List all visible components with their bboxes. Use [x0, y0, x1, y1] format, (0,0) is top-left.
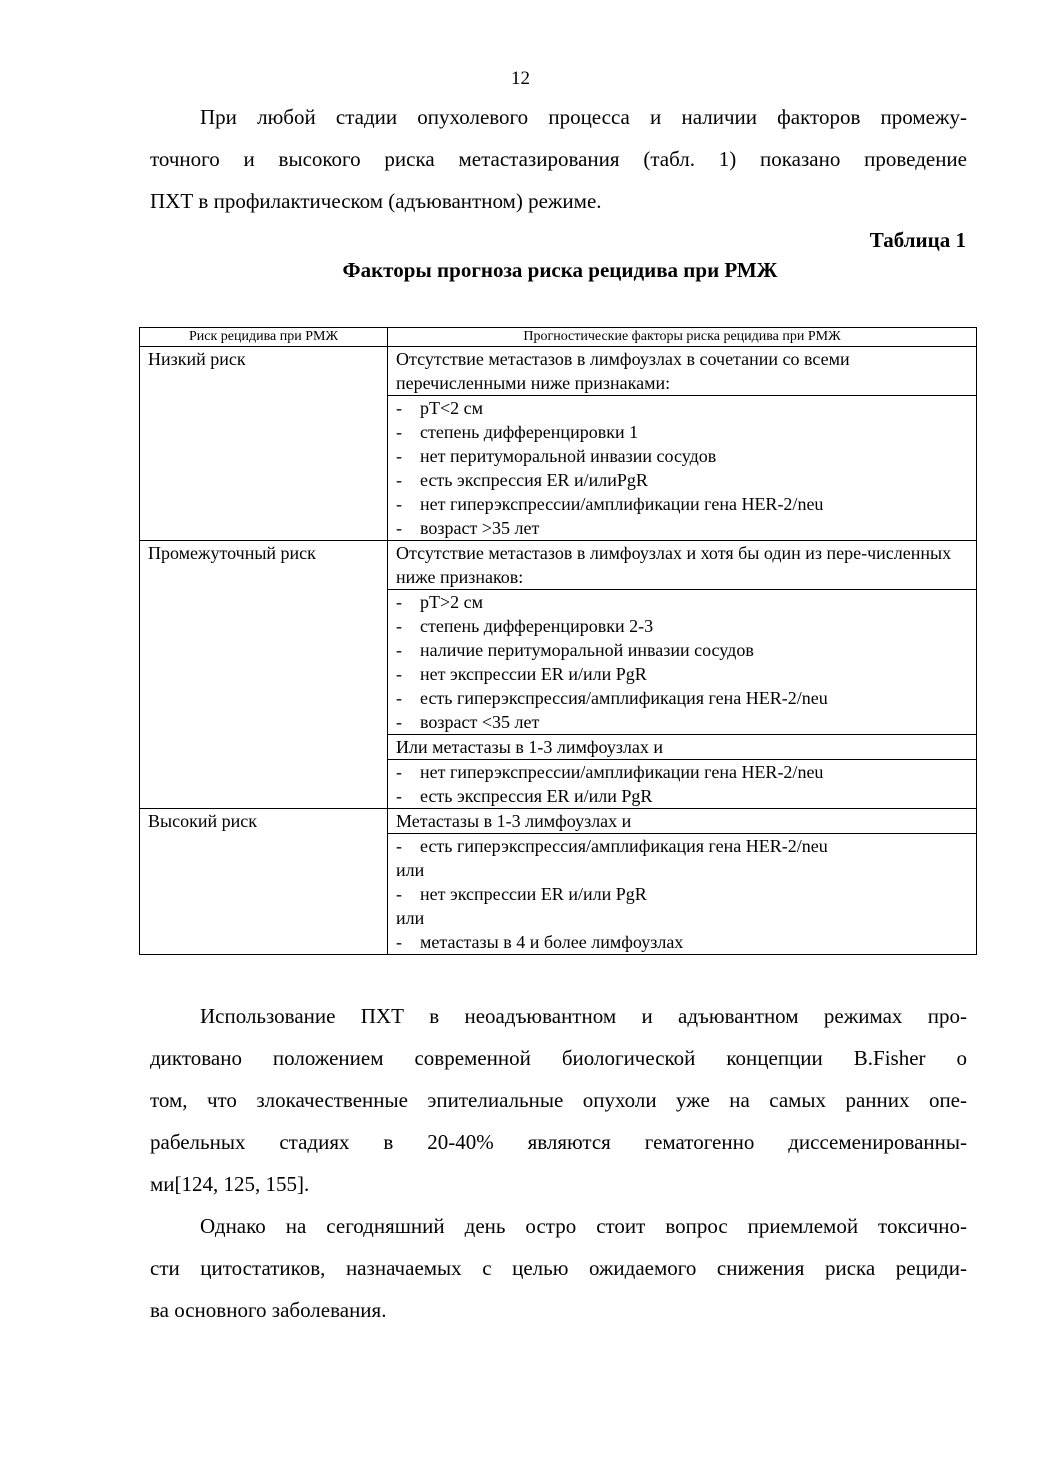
- list-item: - нет гиперэкспрессии/амплификации гена HER-2/neu: [396, 762, 824, 782]
- p2-line-1: Использование ПХТ в неоадъювантном и адъювантном режимах про-: [200, 1004, 967, 1028]
- high-items: [388, 834, 977, 955]
- page-number: 12: [511, 68, 530, 89]
- list-item: - есть экспрессия ER и/илиPgR: [396, 470, 648, 490]
- intro-line-1: При любой стадии опухолевого процесса и наличии факторов промежу-: [200, 105, 967, 129]
- p3-line-2: сти цитостатиков, назначаемых с целью ожидаемого снижения риска рециди-: [150, 1256, 967, 1280]
- intermediate-condition: Отсутствие метастазов в лимфоузлах и хотя бы один из пере-численных ниже признаков:: [388, 541, 977, 590]
- risk-high: [140, 809, 388, 955]
- risk-high-label: Высокий риск: [148, 811, 257, 831]
- list-item: - нет экспрессии ER и/или PgR: [396, 884, 647, 904]
- list-item: - есть гиперэкспрессия/амплификация гена HER-2/neu: [396, 688, 828, 708]
- p2-line-4: рабельных стадиях в 20-40% являются гематогенно диссеменированны-: [150, 1130, 967, 1154]
- list-item: - наличие перитуморальной инвазии сосудов: [396, 640, 754, 660]
- table-row: [140, 809, 977, 834]
- list-item: - нет экспрессии ER и/или PgR: [396, 664, 647, 684]
- list-item: - возраст >35 лет: [396, 518, 540, 538]
- paragraph-2: [150, 995, 967, 1205]
- list-item: - есть гиперэкспрессия/амплификация гена HER-2/neu: [396, 836, 828, 856]
- p2-line-5: ми[124, 125, 155].: [150, 1172, 310, 1196]
- list-item: - степень дифференцировки 1: [396, 422, 639, 442]
- table-header-row: [140, 328, 977, 347]
- intro-line-3: ПХТ в профилактическом (адъювантном) режиме.: [150, 189, 602, 213]
- risk-intermediate: [140, 541, 388, 809]
- low-items: [388, 396, 977, 541]
- p3-line-1: Однако на сегодняшний день остро стоит вопрос приемлемой токсично-: [200, 1214, 967, 1238]
- list-item: - pT<2 см: [396, 398, 484, 418]
- risk-intermediate-label: Промежуточный риск: [148, 543, 316, 563]
- table-row: [140, 541, 977, 590]
- list-item: - pT>2 см: [396, 592, 484, 612]
- list-item: - метастазы в 4 и более лимфоузлах: [396, 932, 684, 952]
- table-label: Таблица 1: [869, 228, 966, 252]
- list-item: - нет перитуморальной инвазии сосудов: [396, 446, 717, 466]
- list-item: - нет гиперэкспрессии/амплификации гена HER-2/neu: [396, 494, 824, 514]
- p2-line-3: том, что злокачественные эпителиальные опухоли уже на самых ранних опе-: [150, 1088, 967, 1112]
- low-condition: Отсутствие метастазов в лимфоузлах в сочетании со всеми перечисленными ниже признаками:: [388, 347, 977, 396]
- paragraph-3: [150, 1205, 967, 1331]
- high-condition: Метастазы в 1-3 лимфоузлах и: [388, 809, 977, 834]
- or-text: или: [396, 860, 425, 880]
- header-risk: Риск рецидива при РМЖ: [140, 328, 388, 347]
- intro-paragraph: [150, 96, 967, 222]
- p2-line-2: диктовано положением современной биологической концепции B.Fisher о: [150, 1046, 967, 1070]
- risk-low-label: Низкий риск: [148, 349, 246, 369]
- table-row: [140, 347, 977, 396]
- list-item: - степень дифференцировки 2-3: [396, 616, 654, 636]
- intermediate-condition-2: Или метастазы в 1-3 лимфоузлах и: [388, 735, 977, 760]
- risk-low: [140, 347, 388, 541]
- risk-factors-table: [139, 327, 977, 955]
- intermediate-items-2: [388, 760, 977, 809]
- list-item: - есть экспрессия ER и/или PgR: [396, 786, 653, 806]
- intermediate-items: [388, 590, 977, 735]
- list-item: - возраст <35 лет: [396, 712, 540, 732]
- table-title: Факторы прогноза риска рецидива при РМЖ: [342, 258, 778, 282]
- or-text: или: [396, 908, 425, 928]
- intro-line-2: точного и высокого риска метастазирования (табл. 1) показано проведение: [150, 147, 967, 171]
- p3-line-3: ва основного заболевания.: [150, 1298, 387, 1322]
- header-factors: Прогностические факторы риска рецидива при РМЖ: [388, 328, 977, 347]
